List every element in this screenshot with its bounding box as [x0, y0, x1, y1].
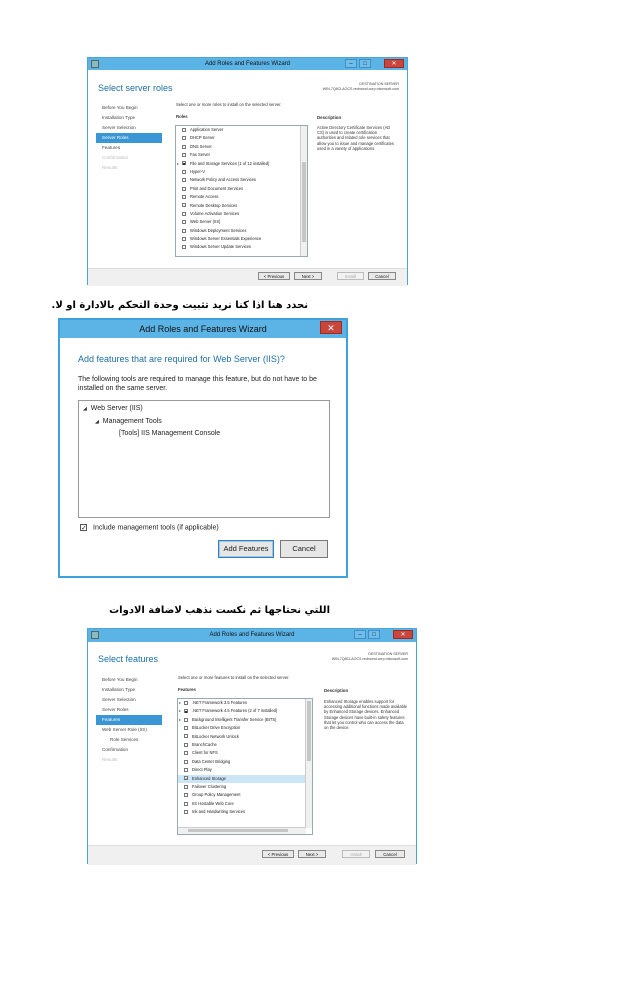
nav-server-selection[interactable]: Server Selection — [102, 697, 136, 702]
checkbox[interactable] — [184, 810, 188, 814]
description-text: Enhanced Storage enables support for accessing additional functions made available by Enhanced Storage devices. Enhanced Storage devices have built-in safety features that let you control who can access the data on the device. — [324, 699, 408, 731]
dialog-title-bar — [60, 320, 346, 338]
checkbox[interactable] — [184, 701, 188, 705]
checkbox[interactable] — [182, 145, 186, 149]
wizard-nav — [96, 675, 162, 765]
feature-item[interactable]: BitLocker Network Unlock — [178, 733, 312, 741]
checkbox[interactable] — [184, 785, 188, 789]
expand-icon[interactable]: ▸ — [177, 160, 180, 166]
description-text: Active Directory Certificate Services (AD CS) is used to create certification authorities and related role services that allow you to issue and manage certificates used in a variety of applications. — [317, 125, 394, 151]
scrollbar-thumb[interactable] — [307, 701, 311, 761]
instruction-text: Select one or more features to install on the selected server. — [178, 675, 290, 680]
tree-node-iis-console[interactable]: [Tools] IIS Management Console — [119, 430, 221, 437]
nav-installation-type[interactable]: Installation Type — [102, 115, 136, 120]
expand-icon[interactable]: ▸ — [179, 716, 182, 722]
nav-results: Results — [102, 165, 118, 170]
checkbox[interactable]: ■ — [185, 709, 188, 715]
cancel-button[interactable]: Cancel — [368, 272, 396, 280]
checkbox[interactable] — [184, 793, 188, 797]
feature-item[interactable]: ▸ Background Intelligent Transfer Service (BITS) — [178, 716, 312, 724]
vertical-scrollbar[interactable] — [300, 126, 307, 256]
caption-add-tools: اللتي نحتاجها ثم نكست نذهب لاضافة الادوات — [109, 605, 330, 616]
cancel-button[interactable]: Cancel — [280, 540, 328, 558]
role-item[interactable]: DNS Server — [176, 143, 307, 151]
tree-node-management-tools[interactable]: ◢ Management Tools — [95, 418, 162, 425]
title-bar — [88, 629, 416, 642]
feature-item[interactable]: Group Policy Management — [178, 791, 312, 799]
role-item[interactable]: Remote Desktop Services — [176, 202, 307, 210]
nav-role-services[interactable]: Role Services — [110, 737, 139, 742]
destination-name: WIN-7Q8CLAOCS.redmond.corp.microsoft.com — [322, 87, 399, 91]
collapse-icon[interactable]: ◢ — [95, 419, 99, 425]
checkbox[interactable] — [184, 760, 188, 764]
wizard-window-features — [87, 628, 417, 864]
install-button: Install — [337, 272, 364, 280]
feature-item[interactable]: BitLocker Drive Encryption — [178, 724, 312, 732]
tree-node-web-server[interactable]: ◢ Web Server (IIS) — [83, 405, 143, 412]
app-icon — [91, 631, 99, 639]
page-heading: Select server roles — [98, 83, 173, 93]
role-item[interactable]: Network Policy and Access Services — [176, 176, 307, 184]
close-icon[interactable]: ✕ — [320, 321, 342, 334]
page-heading: Select features — [98, 654, 159, 664]
nav-features[interactable]: Features — [102, 145, 121, 150]
role-item[interactable]: Windows Server Update Services — [176, 243, 307, 251]
checkbox[interactable] — [182, 212, 186, 216]
caption-management-console: نحدد هنا اذا كنا نريد تثبيت وحدة التحكم بالادارة او لا. — [51, 300, 308, 311]
description-label: Description — [324, 688, 349, 693]
nav-results: Results — [102, 757, 118, 762]
vertical-scrollbar[interactable] — [305, 699, 312, 828]
checkbox[interactable] — [184, 726, 188, 730]
checkbox[interactable] — [182, 203, 186, 207]
checkbox[interactable] — [184, 802, 188, 806]
feature-item[interactable]: Data Center Bridging — [178, 758, 312, 766]
role-item[interactable]: Windows Deployment Services — [176, 227, 307, 235]
role-item[interactable]: Fax Server — [176, 151, 307, 159]
feature-item[interactable]: Client for NFS — [178, 749, 312, 757]
horizontal-scrollbar[interactable] — [178, 827, 306, 834]
next-button[interactable]: Next > — [294, 272, 322, 280]
wizard-nav — [96, 103, 162, 173]
checkbox[interactable]: ✓ — [81, 525, 87, 532]
feature-item[interactable]: ▸ ■ .NET Framework 4.5 Features (2 of 7 installed) — [179, 708, 278, 715]
checkbox[interactable] — [182, 128, 186, 132]
feature-item[interactable]: IIS Hostable Web Core — [178, 800, 312, 808]
feature-item[interactable]: Ink and Handwriting Services — [178, 808, 312, 816]
role-item[interactable]: Web Server (IIS) — [176, 218, 307, 226]
checkbox[interactable] — [182, 245, 186, 249]
role-item[interactable]: Windows Server Essentials Experience — [176, 235, 307, 243]
nav-confirmation[interactable]: Confirmation — [102, 747, 129, 752]
feature-item[interactable]: BranchCache — [178, 741, 312, 749]
checkbox[interactable] — [182, 195, 186, 199]
instruction-text: Select one or more roles to install on the selected server. — [176, 102, 282, 107]
window-title: Add Roles and Features Wizard — [204, 61, 291, 67]
maximize-icon[interactable]: □ — [368, 630, 380, 639]
role-item[interactable]: Print and Document Services — [176, 185, 307, 193]
nav-before-you-begin[interactable]: Before You Begin — [102, 677, 138, 682]
nav-server-selection[interactable]: Server Selection — [102, 125, 136, 130]
expand-icon[interactable]: ▸ — [179, 708, 182, 714]
nav-confirmation: Confirmation — [102, 155, 129, 160]
destination-label: DESTINATION SERVER — [368, 652, 408, 656]
checkbox[interactable] — [182, 220, 186, 224]
feature-item[interactable]: Direct Play — [178, 766, 312, 774]
dialog-heading: Add features that are required for Web Server (IIS)? — [78, 354, 285, 364]
checkbox-label: Include management tools (if applicable) — [93, 524, 219, 532]
nav-features[interactable]: Features — [96, 715, 162, 725]
footer-bar — [88, 268, 407, 286]
checkbox[interactable]: ✓ — [185, 776, 189, 782]
minimize-icon[interactable]: – — [354, 630, 366, 639]
dialog-explanation: The following tools are required to manage this feature, but do not have to be installed on the same server. — [78, 376, 317, 392]
description-label: Description — [317, 115, 342, 120]
checkbox[interactable] — [182, 187, 186, 191]
role-item[interactable]: Remote Access — [176, 193, 307, 201]
checkbox[interactable] — [184, 768, 188, 772]
scrollbar-thumb[interactable] — [188, 829, 288, 832]
dialog-title: Add Roles and Features Wizard — [139, 324, 267, 334]
window-title: Add Roles and Features Wizard — [209, 632, 295, 638]
previous-button[interactable]: < Previous — [262, 850, 294, 858]
required-features-tree — [78, 400, 330, 518]
scrollbar-thumb[interactable] — [302, 162, 306, 242]
title-bar — [88, 58, 407, 70]
checkbox[interactable] — [184, 751, 188, 755]
roles-label: Roles — [176, 114, 188, 119]
role-item[interactable]: Application Server — [176, 126, 307, 134]
checkbox[interactable] — [182, 178, 186, 182]
footer-bar — [88, 845, 416, 865]
checkbox[interactable] — [182, 237, 186, 241]
checkbox[interactable] — [184, 734, 188, 738]
checkbox[interactable] — [182, 153, 186, 157]
destination-name: WIN-7Q8CLAOCS.redmond.corp.microsoft.com — [331, 657, 408, 661]
role-item[interactable]: Volume Activation Services — [176, 210, 307, 218]
checkbox[interactable] — [184, 718, 188, 722]
roles-list — [175, 125, 308, 257]
checkbox[interactable]: ■ — [183, 161, 186, 167]
nav-web-server-role[interactable]: Web Server Role (IIS) — [102, 727, 147, 732]
close-icon[interactable]: ✕ — [384, 59, 404, 68]
next-button[interactable]: Next > — [298, 850, 326, 858]
wizard-window-roles — [87, 57, 408, 285]
nav-server-roles[interactable]: Server Roles — [96, 133, 162, 143]
maximize-icon[interactable]: □ — [359, 59, 371, 68]
nav-server-roles[interactable]: Server Roles — [102, 707, 129, 712]
feature-item[interactable]: Failover Clustering — [178, 783, 312, 791]
collapse-icon[interactable]: ◢ — [83, 406, 87, 412]
install-button: Install — [342, 850, 370, 858]
role-item[interactable]: DHCP Server — [176, 134, 307, 142]
close-icon[interactable]: ✕ — [393, 630, 413, 639]
features-label: Features — [178, 687, 196, 692]
app-icon — [91, 60, 99, 68]
feature-item[interactable]: ▸ .NET Framework 3.5 Features — [178, 699, 312, 707]
include-tools-checkbox[interactable] — [80, 524, 219, 531]
checkbox[interactable] — [182, 136, 186, 140]
nav-installation-type[interactable]: Installation Type — [102, 687, 136, 692]
cancel-button[interactable]: Cancel — [375, 850, 405, 858]
minimize-icon[interactable]: – — [345, 59, 357, 68]
destination-server — [323, 82, 399, 92]
previous-button[interactable]: < Previous — [258, 272, 290, 280]
destination-label: DESTINATION SERVER — [359, 82, 399, 86]
role-item[interactable]: ▸ ■ File and Storage Services (1 of 12 installed) — [177, 160, 270, 167]
feature-item-selected[interactable]: ✓ Enhanced Storage — [178, 775, 312, 783]
checkbox[interactable] — [182, 170, 186, 174]
expand-icon[interactable]: ▸ — [179, 700, 182, 705]
features-list — [177, 698, 313, 835]
checkbox[interactable] — [184, 743, 188, 747]
role-item[interactable]: Hyper-V — [176, 168, 307, 176]
nav-before-you-begin[interactable]: Before You Begin — [102, 105, 138, 110]
destination-server — [332, 652, 408, 662]
checkbox[interactable] — [182, 229, 186, 233]
add-features-button[interactable]: Add Features — [218, 540, 274, 558]
add-features-dialog — [58, 318, 348, 578]
